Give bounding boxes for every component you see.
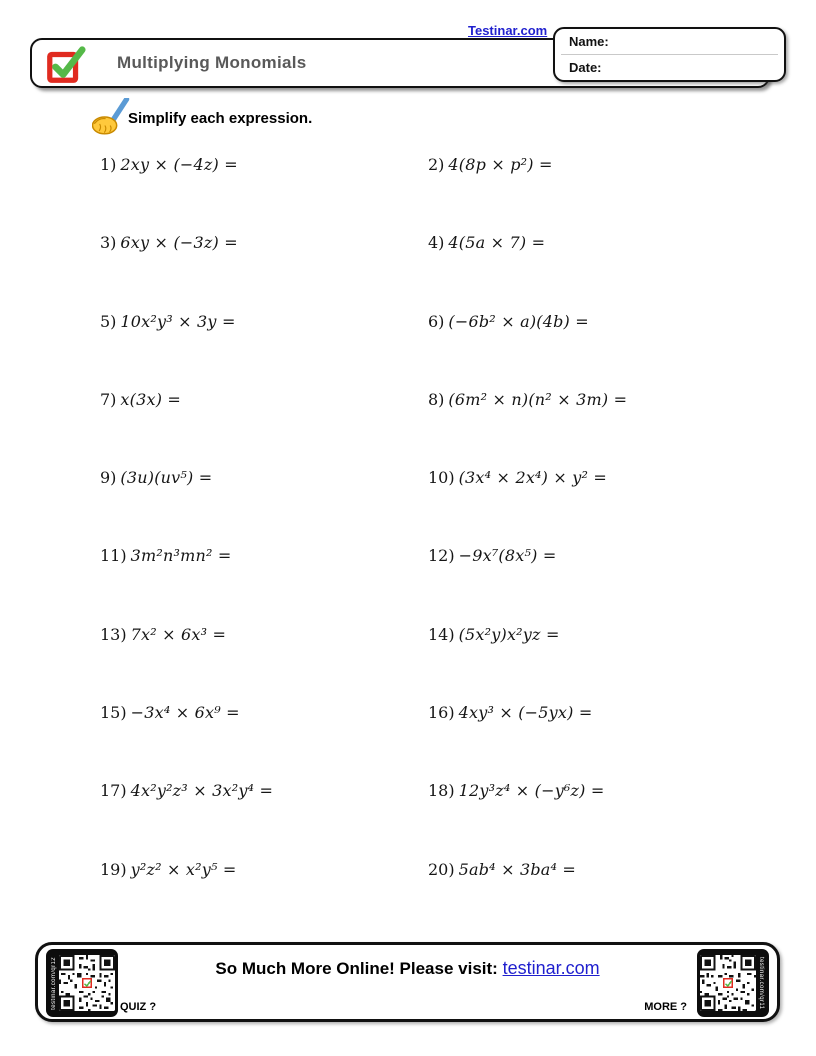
qr-right-icon — [700, 955, 756, 1011]
problem-19: 19) y²z² × x²y⁵ = — [100, 859, 237, 879]
footer-message — [128, 958, 687, 979]
footer-site-link[interactable]: testinar.com — [502, 958, 600, 978]
problem-6: 6) (−6b² × a)(4b) = — [428, 311, 589, 331]
date-label: Date: — [569, 60, 602, 75]
qr-right-url-label: testinar.com/qr11 — [758, 956, 764, 1010]
date-field — [555, 55, 784, 80]
problem-12: 12) −9x⁷(8x⁵) = — [428, 546, 557, 566]
problem-13: 13) 7x² × 6x³ = — [100, 624, 227, 644]
problem-16: 16) 4xy³ × (−5yx) = — [428, 703, 593, 723]
problem-2: 2) 4(8p × p²) = — [428, 155, 553, 174]
problem-18: 18) 12y³z⁴ × (−y⁶z) = — [428, 781, 605, 801]
problem-17: 17) 4x²y²z³ × 3x²y⁴ = — [100, 781, 274, 801]
name-date-box — [553, 27, 786, 82]
problem-3: 3) 6xy × (−3z) = — [100, 233, 238, 253]
problem-15: 15) −3x⁴ × 6x⁹ = — [100, 703, 240, 723]
checkbox-check-logo-icon — [45, 45, 87, 85]
problem-8: 8) (6m² × n)(n² × 3m) = — [428, 389, 628, 409]
qr-left-icon — [59, 955, 115, 1011]
more-label: MORE ? — [644, 1001, 687, 1013]
problem-4: 4) 4(5a × 7) = — [428, 233, 546, 253]
problem-10: 10) (3x⁴ × 2x⁴) × y² = — [428, 468, 608, 488]
quiz-label: QUIZ ? — [120, 1001, 157, 1013]
name-field — [555, 29, 784, 54]
problem-20: 20) 5ab⁴ × 3ba⁴ = — [428, 859, 577, 879]
footer-message-text: So Much More Online! Please visit: — [215, 959, 498, 978]
problem-5: 5) 10x²y³ × 3y = — [100, 311, 236, 331]
problem-9: 9) (3u)(uv⁵) = — [100, 468, 213, 488]
site-link[interactable]: Testinar.com — [468, 23, 548, 38]
instruction-text: Simplify each expression. — [128, 110, 313, 127]
qr-left-url-label: testinar.com/qr12 — [51, 956, 57, 1010]
qr-code-quiz — [46, 949, 118, 1017]
name-label: Name: — [569, 34, 609, 49]
qr-code-more — [697, 949, 769, 1017]
problem-1: 1) 2xy × (−4z) = — [100, 155, 238, 174]
page-title: Multiplying Monomials — [117, 53, 307, 72]
problem-7: 7) x(3x) = — [100, 389, 182, 409]
footer-bar — [35, 942, 780, 1022]
problems-grid — [100, 155, 740, 938]
problem-14: 14) (5x²y)x²yz = — [428, 624, 560, 644]
problem-11: 11) 3m²n³mn² = — [100, 546, 232, 566]
